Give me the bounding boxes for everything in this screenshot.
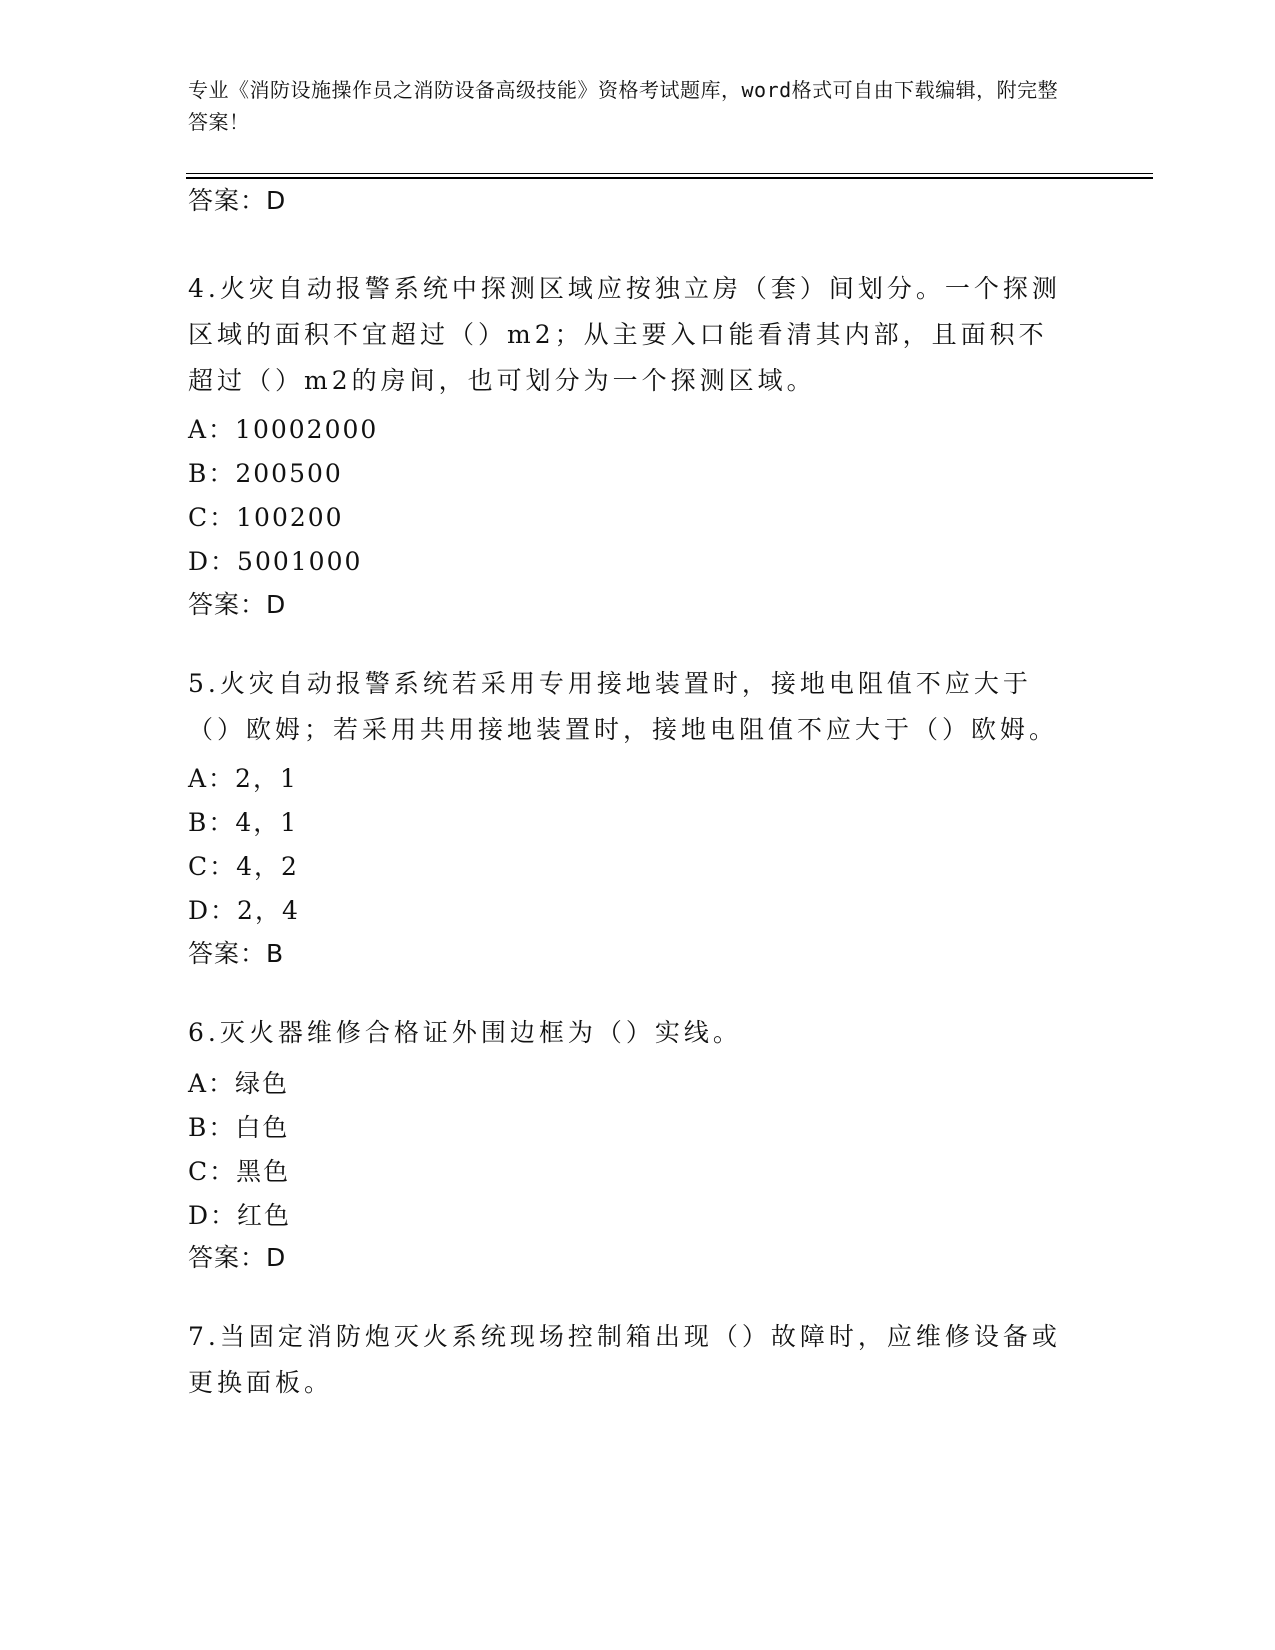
- previous-answer: 答案：D: [188, 186, 287, 215]
- question-4-text: 4.火灾自动报警系统中探测区域应按独立房（套）间划分。一个探测区域的面积不宜超过（）m2；从主要入口能看清其内部，且面积不超过（）m2的房间，也可划分为一个探测区域。: [188, 274, 1061, 395]
- document-header: 专业《消防设施操作员之消防设备高级技能》资格考试题库，word格式可自由下载编辑，附完整答案！: [188, 78, 1059, 134]
- header-divider-thick: [186, 177, 1153, 179]
- question-6-text: 6.灭火器维修合格证外围边框为（）实线。: [188, 1018, 742, 1047]
- question-5-option-d: D：2，4: [188, 896, 300, 925]
- question-6-option-c: C：黑色: [188, 1157, 291, 1186]
- question-5-option-b: B：4，1: [188, 808, 299, 837]
- question-6-option-a: A：绿色: [188, 1069, 290, 1098]
- question-4-option-a: A：10002000: [188, 415, 379, 444]
- question-5-option-a: A：2，1: [188, 764, 298, 793]
- question-7-text: 7.当固定消防炮灭火系统现场控制箱出现（）故障时，应维修设备或更换面板。: [188, 1322, 1061, 1397]
- question-6-option-d: D：红色: [188, 1201, 292, 1230]
- question-4-option-d: D：5001000: [188, 547, 363, 576]
- header-divider-thin: [186, 173, 1153, 174]
- question-4-answer: 答案：D: [188, 590, 287, 619]
- question-6-answer: 答案：D: [188, 1243, 287, 1272]
- question-5-option-c: C：4，2: [188, 852, 299, 881]
- question-6-option-b: B：白色: [188, 1113, 290, 1142]
- question-5-text: 5.火灾自动报警系统若采用专用接地装置时，接地电阻值不应大于（）欧姆；若采用共用接地装置时，接地电阻值不应大于（）欧姆。: [188, 669, 1059, 744]
- question-4-option-c: C：100200: [188, 503, 344, 532]
- question-4-option-b: B：200500: [188, 459, 343, 488]
- question-5-answer: 答案：B: [188, 939, 285, 968]
